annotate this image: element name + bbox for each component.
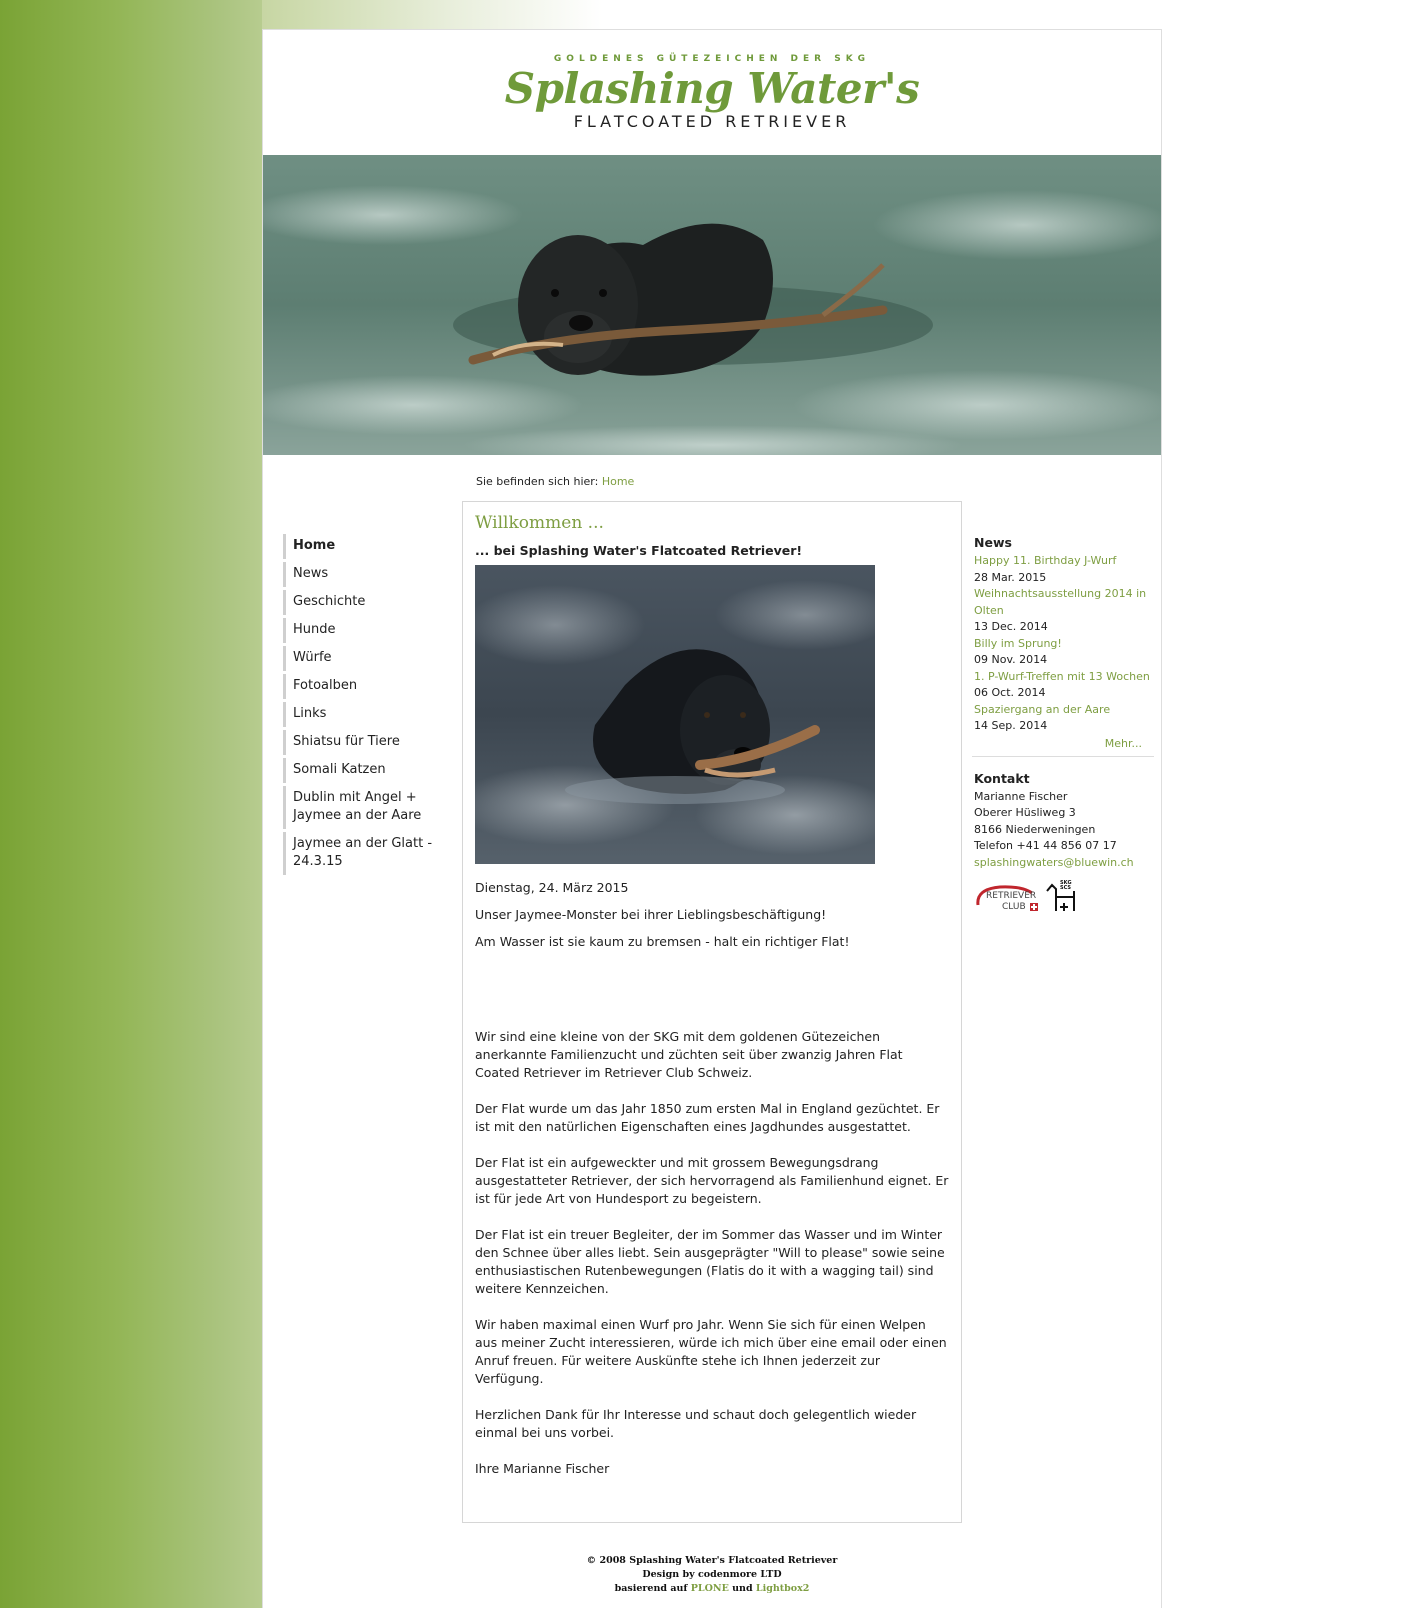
footer — [462, 1554, 962, 1596]
footer-based-on — [462, 1582, 962, 1596]
content-photo — [475, 565, 875, 864]
background-gradient — [0, 0, 262, 1608]
news-more-link[interactable]: Mehr... — [972, 737, 1154, 757]
paragraph-3: Der Flat ist ein aufgeweckter und mit grossem Bewegungsdrang ausgestatteter Retriever, der sich hervorragend als Familienhund eignet. Er ist für jede Art von Hundesport zu begeistern. — [475, 1155, 949, 1206]
paragraph-2: Der Flat wurde um das Jahr 1850 zum ersten Mal in England gezüchtet. Er ist mit den natürlichen Eigenschaften eines Jagdhundes ausgestattet. — [475, 1101, 940, 1134]
news-title: News — [974, 535, 1012, 550]
contact-portlet — [972, 771, 1154, 872]
site-logo[interactable] — [263, 30, 1161, 152]
news-item-link[interactable]: 1. P-Wurf-Treffen mit 13 Wochen — [974, 669, 1150, 683]
logo-tagline: GOLDENES GÜTEZEICHEN DER SKG — [553, 54, 871, 64]
news-item-date: 28 Mar. 2015 — [974, 570, 1047, 584]
breadcrumb-label: Sie befinden sich hier: — [476, 475, 599, 488]
footer-design: Design by codenmore LTD — [642, 1569, 782, 1580]
nav-item-jaymee-glatt[interactable]: Jaymee an der Glatt - 24.3.15 — [283, 832, 458, 875]
news-item-link[interactable]: Weihnachtsausstellung 2014 in Olten — [974, 587, 1147, 617]
retriever-club-logo[interactable] — [974, 883, 1040, 915]
contact-phone: Telefon +41 44 856 07 17 — [974, 839, 1117, 852]
nav-item-fotoalben[interactable]: Fotoalben — [283, 674, 458, 699]
nav-item-news[interactable]: News — [283, 562, 458, 587]
skg-text: SKG SCS — [1060, 880, 1072, 891]
caption-1: Unser Jaymee-Monster bei ihrer Lieblingsbeschäftigung! — [475, 907, 827, 922]
news-item-link[interactable]: Billy im Sprung! — [974, 636, 1062, 650]
nav-item-hunde[interactable]: Hunde — [283, 618, 458, 643]
banner-dog-swimming-image — [263, 155, 1161, 455]
breadcrumb-home-link[interactable]: Home — [601, 475, 635, 488]
paragraph-7: Ihre Marianne Fischer — [475, 1461, 610, 1476]
right-column — [972, 535, 1154, 917]
swiss-cross-icon — [1030, 903, 1038, 911]
news-item-date: 14 Sep. 2014 — [974, 719, 1048, 732]
footer-und: und — [732, 1583, 753, 1594]
nav-item-shiatsu[interactable]: Shiatsu für Tiere — [283, 730, 458, 755]
breadcrumb — [476, 475, 634, 488]
contact-email-link[interactable]: splashingwaters@bluewin.ch — [974, 855, 1134, 869]
news-item-link[interactable]: Happy 11. Birthday J-Wurf — [974, 554, 1117, 567]
nav-item-wuerfe[interactable]: Würfe — [283, 646, 458, 671]
main-content — [462, 501, 962, 1523]
nav-item-geschichte[interactable]: Geschichte — [283, 590, 458, 615]
news-portlet — [972, 535, 1154, 757]
nav-item-links[interactable]: Links — [283, 702, 458, 727]
news-item-link[interactable]: Spaziergang an der Aare — [974, 702, 1111, 716]
retriever-club-text-2: CLUB — [1002, 902, 1026, 912]
footer-based-prefix: basierend auf — [614, 1583, 688, 1594]
logo-subtitle: FLATCOATED RETRIEVER — [573, 112, 851, 131]
news-item-date: 06 Oct. 2014 — [974, 686, 1046, 699]
paragraph-1: Wir sind eine kleine von der SKG mit dem goldenen Gütezeichen anerkannte Familienzucht und züchten seit über zwanzig Jahren Flat Coated Retriever im Retriever Club Schweiz. — [475, 1029, 903, 1080]
caption-2: Am Wasser ist sie kaum zu bremsen - halt ein richtiger Flat! — [475, 934, 850, 949]
nav-item-dublin-aare[interactable]: Dublin mit Angel + Jaymee an der Aare — [283, 786, 458, 829]
skg-logo[interactable] — [1044, 881, 1078, 915]
nav-item-somali-katzen[interactable]: Somali Katzen — [283, 758, 458, 783]
paragraph-4: Der Flat ist ein treuer Begleiter, der im Sommer das Wasser und im Winter den Schnee über alles liebt. Sein ausgeprägter "Will to please" sowie seine enthusiastischen Rutenbewegungen (Flatis do it with a wagging tail) sind weitere Kennzeichen. — [475, 1227, 945, 1296]
page-subtitle: ... bei Splashing Water's Flatcoated Retriever! — [475, 543, 803, 558]
logo-name: Splashing Water's — [504, 64, 920, 113]
contact-title: Kontakt — [974, 770, 1030, 786]
footer-plone-link[interactable]: PLONE — [690, 1583, 729, 1594]
footer-lightbox-link[interactable]: Lightbox2 — [755, 1583, 810, 1594]
page-title: Willkommen ... — [475, 513, 604, 533]
contact-city: 8166 Niederweningen — [974, 822, 1096, 836]
banner-image — [263, 155, 1161, 455]
partner-logos — [974, 880, 1154, 917]
paragraph-5: Wir haben maximal einen Wurf pro Jahr. Wenn Sie sich für einen Welpen aus meiner Zucht interessieren, würde ich mich über eine email oder einen Anruf freuen. Für weitere Auskünfte stehe ich Ihnen jederzeit zur Verfügung. — [475, 1317, 947, 1386]
footer-copyright: © 2008 Splashing Water's Flatcoated Retriever — [586, 1555, 838, 1566]
sidebar-nav — [283, 534, 458, 878]
news-item-date: 13 Dec. 2014 — [974, 620, 1048, 633]
top-fade — [262, 0, 602, 30]
retriever-club-text: RETRIEVER — [986, 891, 1037, 901]
contact-name: Marianne Fischer — [974, 789, 1068, 803]
contact-street: Oberer Hüsliweg 3 — [974, 806, 1076, 819]
dog-with-stick-photo — [475, 565, 875, 864]
page-container — [262, 29, 1162, 1608]
post-date: Dienstag, 24. März 2015 — [475, 880, 629, 895]
paragraph-6: Herzlichen Dank für Ihr Interesse und schaut doch gelegentlich wieder einmal bei uns vorbei. — [475, 1407, 917, 1440]
nav-item-home[interactable]: Home — [283, 534, 458, 559]
news-item-date: 09 Nov. 2014 — [974, 653, 1048, 666]
